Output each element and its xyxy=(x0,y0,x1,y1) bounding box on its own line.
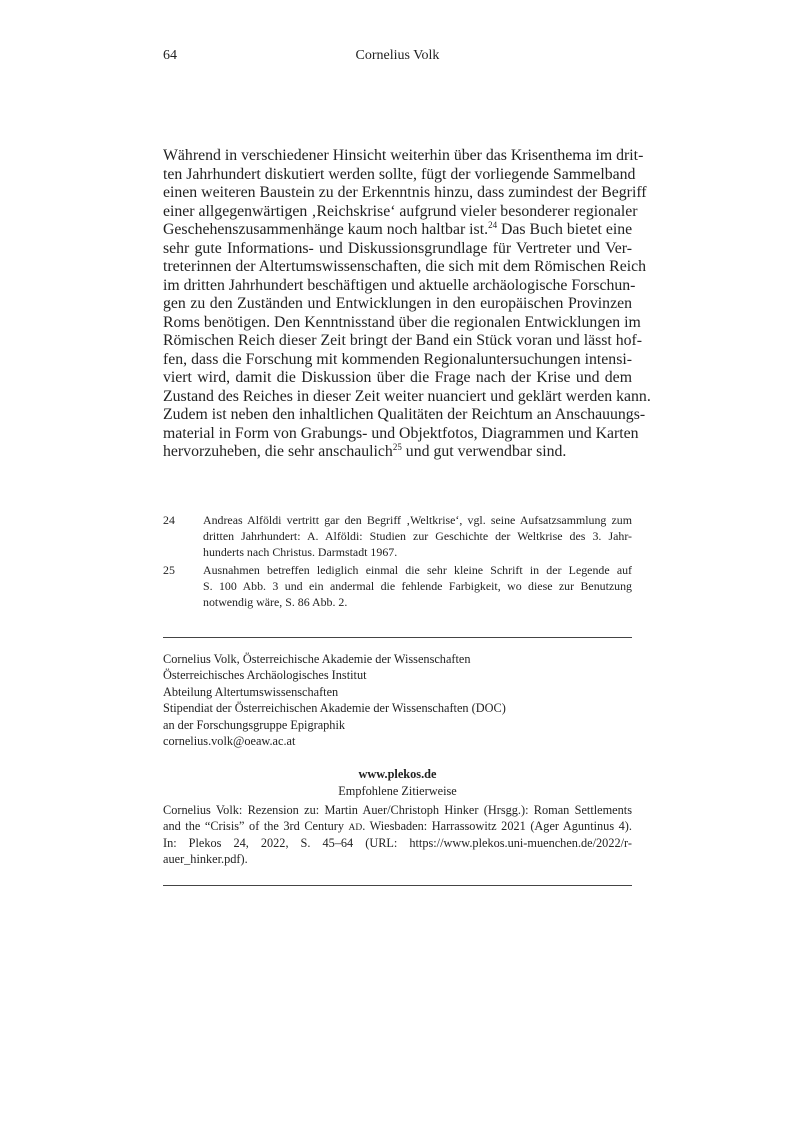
text-segment: Geschehenszusammenhänge kaum noch haltbar ist. xyxy=(163,221,489,238)
text-line xyxy=(163,221,632,240)
text-line: Zustand des Reiches in dieser Zeit weiter nuanciert und geklärt werden kann. xyxy=(163,387,651,405)
text-segment: Das Buch bietet eine xyxy=(497,221,633,238)
text-line: einer allgegenwärtigen ‚Reichskrise‘ aufgrund vieler besonderer regionaler xyxy=(163,202,638,220)
footnote-line: notwendig wäre, S. 86 Abb. 2. xyxy=(203,595,348,610)
citation-heading: Empfohlene Zitierweise xyxy=(338,784,457,798)
text-line: gen zu den Zuständen und Entwicklungen in den europäischen Provinzen xyxy=(163,295,632,312)
author-line: an der Forschungsgruppe Epigraphik xyxy=(163,717,346,732)
text-segment: . Wiesbaden: Harrassowitz 2021 (Ager Aguntinus 4). xyxy=(362,819,632,834)
author-line: Österreichisches Archäologisches Institut xyxy=(163,668,367,683)
page-number: 64 xyxy=(163,48,177,63)
footnote-25 xyxy=(163,562,632,612)
citation-line: Cornelius Volk: Rezension zu: Martin Auer/Christoph Hinker (Hrsgg.): Roman Settlements xyxy=(163,803,632,817)
author-line: Cornelius Volk, Österreichische Akademie der Wissenschaften xyxy=(163,652,471,666)
footnote-24 xyxy=(163,512,632,562)
text-line: im dritten Jahrhundert beschäftigen und aktuelle archäologische Forschun- xyxy=(163,276,636,294)
divider xyxy=(163,637,632,638)
text-line: Roms benötigen. Den Kenntnisstand über die regionalen Entwicklungen im xyxy=(163,313,641,331)
footnote-line: dritten Jahrhundert: A. Alföldi: Studien zur Geschichte der Weltkrise des 3. Jahr- xyxy=(203,529,632,544)
text-line: Römischen Reich dieser Zeit bringt der Band ein Stück voran und lässt hof- xyxy=(163,332,643,349)
text-line: sehr gute Informations- und Diskussionsgrundlage für Vertreter und Ver- xyxy=(163,239,632,257)
footnote-number: 25 xyxy=(163,563,175,577)
text-line: Während in verschiedener Hinsicht weiterhin über das Krisenthema im drit- xyxy=(163,147,644,164)
text-line: fen, dass die Forschung mit kommenden Regionaluntersuchungen intensi- xyxy=(163,350,632,368)
footnote-line: Andreas Alföldi vertritt gar den Begriff ‚Weltkrise‘, vgl. seine Aufsatzsammlung zum xyxy=(203,513,632,527)
text-segment: und gut verwendbar sind. xyxy=(401,443,567,460)
citation-line xyxy=(163,818,632,834)
footnote-line: hunderts nach Christus. Darmstadt 1967. xyxy=(203,545,398,560)
footnote-line: S. 100 Abb. 3 und ein andermal die fehlende Farbigkeit, wo diese zur Benutzung xyxy=(203,579,632,594)
footnote-ref-25[interactable]: 25 xyxy=(392,442,402,452)
text-segment: hervorzuheben, die sehr anschaulich xyxy=(163,443,393,460)
author-email[interactable]: cornelius.volk@oeaw.ac.at xyxy=(163,733,296,748)
text-line: material in Form von Grabungs- und Objektfotos, Diagrammen und Karten xyxy=(163,424,639,442)
footnote-line: Ausnahmen betreffen lediglich einmal die sehr kleine Schrift in der Legende auf xyxy=(203,563,632,577)
citation xyxy=(163,802,632,868)
text-segment: and the “Crisis” of the 3rd Century xyxy=(163,819,349,834)
text-line: ten Jahrhundert diskutiert werden sollte, fügt der vorliegende Sammelband xyxy=(163,165,636,183)
text-line: einen weiteren Baustein zu der Erkenntnis hinzu, dass zumindest der Begriff xyxy=(163,184,647,201)
author-line: Stipendiat der Österreichischen Akademie der Wissenschaften (DOC) xyxy=(163,701,506,716)
text-line: treterinnen der Altertumswissenschaften, die sich mit dem Römischen Reich xyxy=(163,258,647,275)
author-line: Abteilung Altertumswissenschaften xyxy=(163,684,339,699)
text-line xyxy=(163,443,632,462)
text-line: Zudem ist neben den inhaltlichen Qualitäten der Reichtum an Anschauungs- xyxy=(163,406,646,423)
citation-line: auer_hinker.pdf). xyxy=(163,852,248,867)
running-title: Cornelius Volk xyxy=(355,48,440,63)
text-line: viert wird, damit die Diskussion über die Frage nach der Krise und dem xyxy=(163,369,632,386)
website-link[interactable]: www.plekos.de xyxy=(358,767,437,781)
footnote-number: 24 xyxy=(163,513,175,527)
text-segment: AD xyxy=(348,823,363,834)
citation-line: In: Plekos 24, 2022, S. 45–64 (URL: https://www.plekos.uni-muenchen.de/2022/r- xyxy=(163,835,632,850)
author-info xyxy=(163,651,506,749)
body-text xyxy=(163,147,651,462)
footnote-ref-24[interactable]: 24 xyxy=(488,220,498,230)
divider xyxy=(163,885,632,886)
